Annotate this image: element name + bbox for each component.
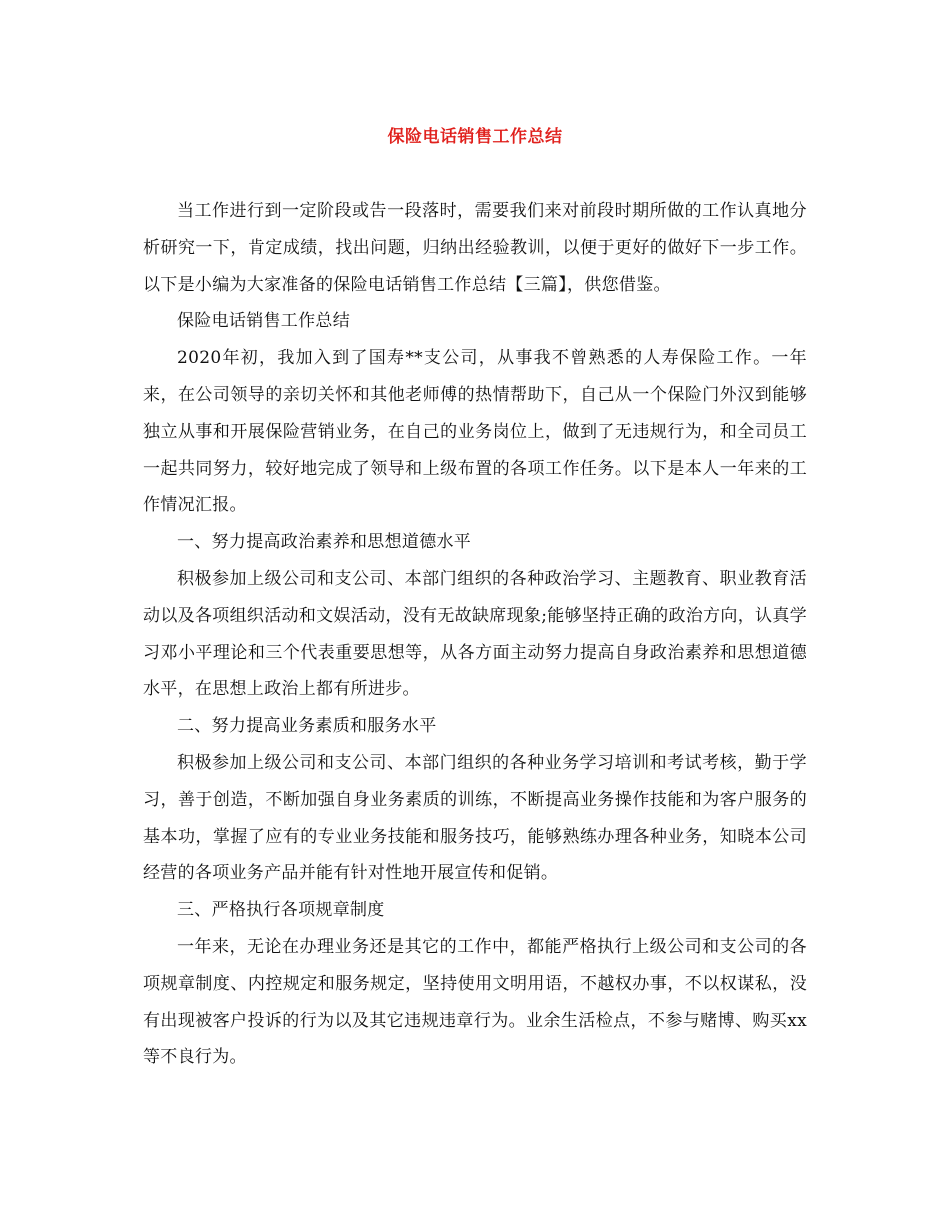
business-paragraph: 积极参加上级公司和支公司、本部门组织的各种业务学习培训和考试考核，勤于学习，善于创造，不断加强自身业务素质的训练，不断提高业务操作技能和为客户服务的基本功，掌握了应有的专业业务技能和服务技巧，能够熟练办理各种业务，知晓本公司经营的各项业务产品并能有针对性地开展宣传和促销。 [143, 752, 807, 884]
document-body [143, 193, 807, 1076]
section-heading-business: 二、努力提高业务素质和服务水平 [177, 716, 437, 737]
section-heading-summary: 保险电话销售工作总结 [177, 311, 350, 332]
section-heading-political: 一、努力提高政治素养和思想道德水平 [177, 532, 472, 553]
rules-paragraph: 一年来，无论在办理业务还是其它的工作中，都能严格执行上级公司和支公司的各项规章制度、内控规定和服务规定，坚持使用文明用语，不越权办事，不以权谋私，没有出现被客户投诉的行为以及其它违规违章行为。业余生活检点，不参与赌博、购买xx等不良行为。 [143, 936, 807, 1068]
document-title: 保险电话销售工作总结 [387, 127, 563, 147]
political-paragraph: 积极参加上级公司和支公司、本部门组织的各种政治学习、主题教育、职业教育活动以及各项组织活动和文娱活动，没有无故缺席现象;能够坚持正确的政治方向，认真学习邓小平理论和三个代表重要思想等，从各方面主动努力提高自身政治素养和思想道德水平，在思想上政治上都有所进步。 [143, 568, 807, 700]
overview-paragraph: 2020年初，我加入到了国寿**支公司，从事我不曾熟悉的人寿保险工作。一年来，在公司领导的亲切关怀和其他老师傅的热情帮助下，自己从一个保险门外汉到能够独立从事和开展保险营销业务，在自己的业务岗位上，做到了无违规行为，和全司员工一起共同努力，较好地完成了领导和上级布置的各项工作任务。以下是本人一年来的工作情况汇报。 [143, 348, 807, 516]
intro-paragraph: 当工作进行到一定阶段或告一段落时，需要我们来对前段时期所做的工作认真地分析研究一下，肯定成绩，找出问题，归纳出经验教训，以便于更好的做好下一步工作。以下是小编为大家准备的保险电话销售工作总结【三篇】，供您借鉴。 [143, 201, 807, 295]
section-heading-rules: 三、严格执行各项规章制度 [177, 900, 385, 921]
